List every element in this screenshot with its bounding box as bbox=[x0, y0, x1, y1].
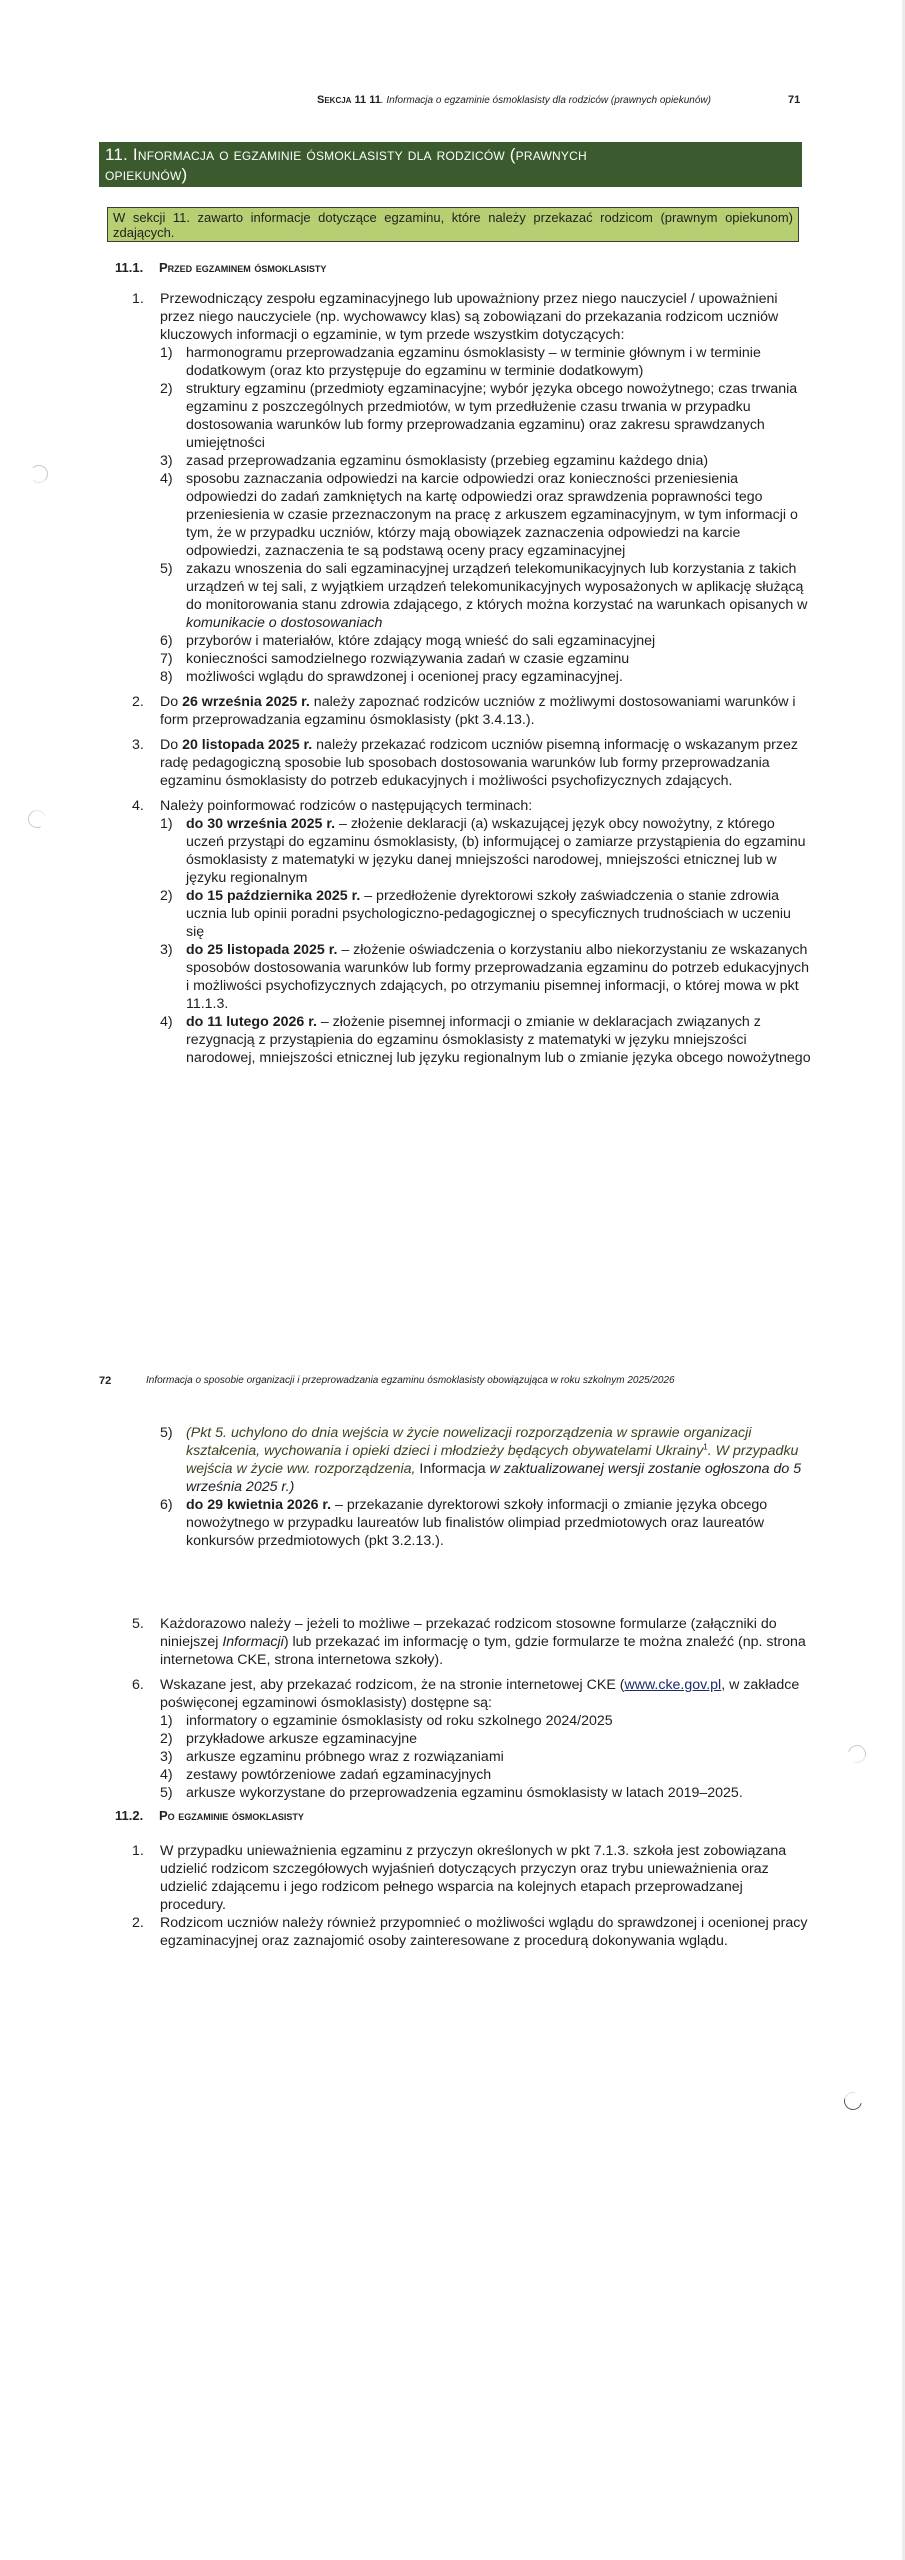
deadline-date: do 11 lutego 2026 r. bbox=[186, 1014, 317, 1030]
deadline-date: do 15 października 2025 r. bbox=[186, 888, 361, 904]
list-marker: 4. bbox=[132, 798, 144, 814]
sub-item-text: konieczności samodzielnego rozwiązywania zadań w czasie egzaminu bbox=[186, 651, 630, 667]
text: Wskazane jest, aby przekazać rodzicom, że na stronie internetowej CKE ( bbox=[160, 1677, 625, 1693]
sub-item-text: struktury egzaminu (przedmioty egzaminacyjne; wybór języka obcego nowożytnego; czas trwania egzaminu z poszczególnych przedmiotów, w tym przedłużenie czasu trwania w przypadku dostosowania warunków lub formy przeprowadzania egzaminu) oraz zakresu sprawdzanych umiejętności bbox=[186, 381, 798, 451]
section-11-1-list bbox=[132, 290, 812, 1067]
list-item-text: Przewodniczący zespołu egzaminacyjnego lub upoważniony przez niego nauczyciel / upoważnieni przez niego nauczyciele (np. wychowawcy klas) są zobowiązani do przekazania rodzicom uczniów kluczowych informacji o egzaminie, w tym przede wszystkim dotyczących: bbox=[160, 291, 779, 343]
sub-item bbox=[160, 941, 812, 1013]
sub-item-text: arkusze wykorzystane do przeprowadzenia egzaminu ósmoklasisty w latach 2019–2025. bbox=[186, 1785, 743, 1801]
sub-item bbox=[160, 815, 812, 887]
sub-item-text: informatory o egzaminie ósmoklasisty od roku szkolnego 2024/2025 bbox=[186, 1713, 613, 1729]
repealed-note: w zaktualizowanej wersji zostanie ogłoszona do 5 września 2025 r.) bbox=[186, 1461, 802, 1495]
list-marker: 4) bbox=[160, 1014, 173, 1030]
repealed-note: . W przypadku wejścia w życie ww. rozporządzenia, bbox=[186, 1443, 799, 1477]
running-head-title: . Informacja o egzaminie ósmoklasisty dla rodziców (prawnych opiekunów) bbox=[380, 95, 711, 106]
text: należy przekazać rodzicom uczniów pisemną informację o wskazanym przez radę pedagogiczną sposobie lub sposobach dostosowania warunków lub formy przeprowadzania egzaminu ósmoklasisty do potrzeb edukacyjnych i możliwości psychofizycznych zdających. bbox=[160, 737, 798, 789]
section-intro-box: W sekcji 11. zawarto informacje dotyczące egzaminu, które należy przekazać rodzicom (prawnym opiekunom) zdających. bbox=[107, 207, 799, 242]
list-marker: 3. bbox=[132, 737, 144, 753]
sub-item bbox=[160, 1013, 812, 1067]
list-item-1 bbox=[132, 290, 812, 686]
list-marker: 2) bbox=[160, 381, 173, 397]
list-marker: 8) bbox=[160, 669, 173, 685]
sub-item bbox=[160, 1766, 822, 1784]
sub-item bbox=[160, 1730, 822, 1748]
list-marker: 2) bbox=[160, 888, 173, 904]
list-marker: 5. bbox=[132, 1616, 144, 1632]
repealed-note: (Pkt 5. uchylono do dnia wejścia w życie nowelizacji rozporządzenia w sprawie organizacji kształcenia, wychowania i opieki dzieci i młodzieży będących obywatelami Ukrainy bbox=[186, 1425, 752, 1459]
list-marker: 1) bbox=[160, 345, 173, 361]
text: , w zakładce poświęconej egzaminowi ósmoklasisty) dostępne są: bbox=[160, 1677, 800, 1711]
list-marker: 1) bbox=[160, 816, 173, 832]
footnote-ref[interactable]: 1 bbox=[703, 1442, 708, 1452]
sub-item bbox=[160, 1748, 822, 1766]
page-number: 72 bbox=[99, 1375, 112, 1387]
running-head bbox=[317, 94, 711, 106]
list-item-text: W przypadku unieważnienia egzaminu z przyczyn określonych w pkt 7.1.3. szkoła jest zobowiązana udzielić rodzicom szczegółowych wyjaśnień dotyczących przyczyn oraz trybu unieważnienia oraz udzielić zdającemu i jego rodzicom pełnego wsparcia na kolejnych etapach przeprowadzanej procedury. bbox=[160, 1843, 787, 1913]
page-72 bbox=[0, 1300, 905, 2560]
chapter-banner bbox=[99, 142, 802, 187]
subsection-heading-11-1 bbox=[115, 260, 326, 275]
sub-item-text: – przedłożenie dyrektorowi szkoły zaświadczenia o stanie zdrowia ucznia lub opinii poradni psychologiczno-pedagogicznej o specyficznych trudnościach w uczeniu się bbox=[186, 888, 791, 940]
sub-item-text: przyborów i materiałów, które zdający mogą wnieść do sali egzaminacyjnej bbox=[186, 633, 656, 649]
section-11-2-list bbox=[132, 1842, 812, 1950]
list-marker: 7) bbox=[160, 651, 173, 667]
text: Informacja bbox=[415, 1461, 486, 1477]
list-item-1 bbox=[132, 1842, 812, 1914]
sub-item-text: – przekazanie dyrektorowi szkoły informacji o zmianie języka obcego nowożytnego w przypadku laureatów lub finalistów olimpiad przedmiotowych oraz laureatów konkursów przedmiotowych (pkt 3.2.13.). bbox=[186, 1497, 768, 1549]
list-item-5 bbox=[132, 1615, 822, 1669]
sub-item bbox=[160, 1784, 822, 1802]
text: należy zapoznać rodziców uczniów z możliwymi dostosowaniami warunków i form przeprowadzania egzaminu ósmoklasisty (pkt 3.4.13.). bbox=[160, 694, 796, 728]
page-number: 71 bbox=[788, 94, 801, 106]
list-item-text: Należy poinformować rodziców o następujących terminach: bbox=[160, 798, 533, 814]
list-marker: 3) bbox=[160, 453, 173, 469]
list-marker: 1. bbox=[132, 291, 144, 307]
list-item-4 bbox=[132, 797, 812, 1067]
punch-hole-mark bbox=[25, 807, 48, 830]
deadline-date: 26 września 2025 r. bbox=[182, 694, 310, 710]
list-marker: 5) bbox=[160, 1425, 173, 1441]
sub-item-text: zakazu wnoszenia do sali egzaminacyjnej urządzeń telekomunikacyjnych lub korzystania z takich urządzeń w tej sali, z wyjątkiem urządzeń telekomunikacyjnych wyposażonych w aplikację służącą do monitorowania stanu zdrowia zdającego, z których można korzystać na warunkach opisanych w bbox=[186, 561, 808, 613]
subsection-title: Przed egzaminem ósmoklasisty bbox=[159, 260, 327, 275]
sub-item-text: – złożenie oświadczenia o korzystaniu albo niekorzystaniu ze wskazanych sposobów dostosowania warunków lub formy przeprowadzania egzaminu do potrzeb edukacyjnych i możliwości psychofizycznych zdających, po otrzymaniu pisemnej informacji, o której mowa w pkt 11.1.3. bbox=[186, 942, 810, 1012]
running-head: Informacja o sposobie organizacji i przeprowadzania egzaminu ósmoklasisty obowiązująca w roku szkolnym 2025/2026 bbox=[146, 1375, 675, 1386]
sub-item-text: zasad przeprowadzania egzaminu ósmoklasisty (przebieg egzaminu każdego dnia) bbox=[186, 453, 709, 469]
list-item-2 bbox=[132, 1914, 812, 1950]
subsection-number: 11.1. bbox=[115, 260, 144, 275]
deadline-date: 20 listopada 2025 r. bbox=[182, 737, 313, 753]
subsection-title: Po egzaminie ósmoklasisty bbox=[159, 1808, 304, 1823]
sub-item bbox=[160, 668, 812, 686]
subsection-number: 11.2. bbox=[115, 1808, 144, 1823]
subsection-heading-11-2 bbox=[115, 1808, 304, 1823]
cke-website-link[interactable]: www.cke.gov.pl bbox=[624, 1677, 722, 1693]
sub-item bbox=[160, 632, 812, 650]
sub-item bbox=[160, 380, 812, 452]
sub-item bbox=[160, 1496, 820, 1550]
list-marker: 5) bbox=[160, 1785, 173, 1801]
sub-item-text: – złożenie deklaracji (a) wskazującej język obcy nowożytny, z którego uczeń przystąpi do egzaminu ósmoklasisty, (b) informującej o zamiarze przystąpienia do egzaminu ósmoklasisty z matematyki w języku danej mniejszości narodowej, mniejszości etnicznej lub w języku regionalnym bbox=[186, 816, 806, 886]
sub-item-text: zestawy powtórzeniowe zadań egzaminacyjnych bbox=[186, 1767, 492, 1783]
sub-item-text: arkusze egzaminu próbnego wraz z rozwiązaniami bbox=[186, 1749, 504, 1765]
chapter-title-line2: opiekunów) bbox=[105, 165, 188, 184]
document-reference: komunikacie o dostosowaniach bbox=[186, 615, 383, 631]
punch-hole-mark bbox=[30, 465, 48, 483]
list-marker: 4) bbox=[160, 1767, 173, 1783]
document-reference: Informacji bbox=[222, 1634, 284, 1650]
text: Do bbox=[160, 694, 183, 710]
list-marker: 2) bbox=[160, 1731, 173, 1747]
sub-item-text: możliwości wglądu do sprawdzonej i ocenionej pracy egzaminacyjnej. bbox=[186, 669, 623, 685]
sub-item bbox=[160, 452, 812, 470]
section-11-1-list-continued bbox=[160, 1424, 820, 1550]
sub-item bbox=[160, 560, 812, 632]
list-marker: 3) bbox=[160, 1749, 173, 1765]
sub-item bbox=[160, 344, 812, 380]
punch-hole-mark bbox=[845, 1742, 870, 1767]
sub-item bbox=[160, 650, 812, 668]
sub-item-text: przykładowe arkusze egzaminacyjne bbox=[186, 1731, 418, 1747]
text: ) lub przekazać im informację o tym, gdzie formularze te można znaleźć (np. strona internetowa CKE, strona internetowa szkoły). bbox=[160, 1634, 806, 1668]
deadline-date: do 30 września 2025 r. bbox=[186, 816, 336, 832]
sub-item-text: sposobu zaznaczania odpowiedzi na karcie odpowiedzi oraz konieczności przeniesienia odpowiedzi do zadań zamkniętych na kartę odpowiedzi oraz sprawdzenia poprawności tego przeniesienia w czasie przeznaczonym na pracę z arkuszem egzaminacyjnym, w tym informacji o tym, że w przypadku uczniów, którzy mają obowiązek zaznaczenia odpowiedzi na karcie odpowiedzi, zaznaczenia te są podstawą oceny pracy egzaminacyjnej bbox=[186, 471, 798, 559]
list-marker: 5) bbox=[160, 561, 173, 577]
list-marker: 4) bbox=[160, 471, 173, 487]
sub-item bbox=[160, 1424, 820, 1496]
list-marker: 1) bbox=[160, 1713, 173, 1729]
list-marker: 6. bbox=[132, 1677, 144, 1693]
sub-item bbox=[160, 1712, 822, 1730]
deadline-date: do 29 kwietnia 2026 r. bbox=[186, 1497, 332, 1513]
chapter-number: 11. bbox=[105, 145, 133, 164]
chapter-title-line1: Informacja o egzaminie ósmoklasisty dla rodziców (prawnych bbox=[132, 145, 587, 164]
sub-item bbox=[160, 470, 812, 560]
list-marker: 3) bbox=[160, 942, 173, 958]
deadline-date: do 25 listopada 2025 r. bbox=[186, 942, 338, 958]
list-item-text: Rodzicom uczniów należy również przypomnieć o możliwości wglądu do sprawdzonej i ocenionej pracy egzaminacyjnej oraz zaznajomić osoby zainteresowane z procedurą dokonywania wglądu. bbox=[160, 1915, 808, 1949]
sub-item-text: harmonogramu przeprowadzania egzaminu ósmoklasisty – w terminie głównym i w terminie dodatkowym (oraz kto przystępuje do egzaminu w terminie dodatkowym) bbox=[186, 345, 761, 379]
section-label: Sekcja 11 bbox=[317, 94, 367, 106]
list-marker: 6) bbox=[160, 1497, 173, 1513]
sub-item-text: – złożenie pisemnej informacji o zmianie w deklaracjach związanych z rezygnacją z przystąpienia do egzaminu ósmoklasisty z matematyki w języku mniejszości narodowej, mniejszości etnicznej lub języku regionalnym lub o zmianie języka obcego nowożytnego bbox=[186, 1014, 811, 1066]
list-item-3 bbox=[132, 736, 812, 790]
text: Każdorazowo należy – jeżeli to możliwe – przekazać rodzicom stosowne formularze (załączniki do niniejszej bbox=[160, 1616, 777, 1650]
section-11-1-list-continued-2 bbox=[132, 1615, 822, 1802]
list-marker: 1. bbox=[132, 1843, 144, 1859]
text: Do bbox=[160, 737, 183, 753]
list-marker: 2. bbox=[132, 694, 144, 710]
list-item-6 bbox=[132, 1676, 822, 1802]
list-marker: 2. bbox=[132, 1915, 144, 1931]
sub-item bbox=[160, 887, 812, 941]
list-marker: 6) bbox=[160, 633, 173, 649]
punch-hole-mark bbox=[841, 2089, 866, 2114]
section-number: 11 bbox=[366, 94, 381, 106]
list-item-2 bbox=[132, 693, 812, 729]
